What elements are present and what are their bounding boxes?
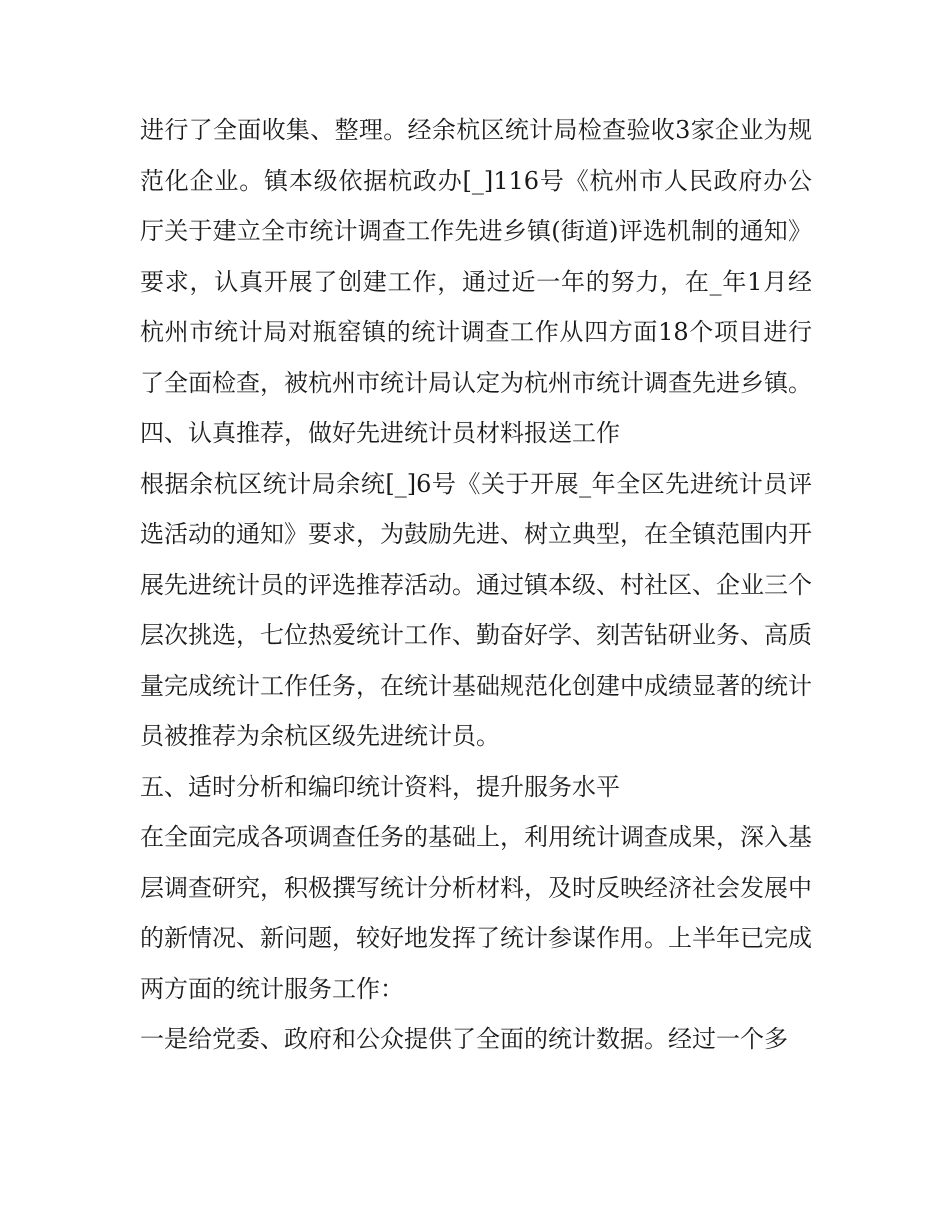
document-body [140,105,812,1065]
paragraph-enterprise-standardization: 进行了全面收集、整理。经余杭区统计局检查验收3家企业为规范化企业。镇本级依据杭政办[_]116号《杭州市人民政府办公厅关于建立全市统计调查工作先进乡镇(街道)评选机制的通知》要求，认真开展了创建工作，通过近一年的努力，在_年1月经杭州市统计局对瓶窑镇的统计调查工作从四方面18个项目进行了全面检查，被杭州市统计局认定为杭州市统计调查先进乡镇。 [140,116,812,397]
section-heading-4: 四、认真推荐，做好先进统计员材料报送工作 [140,419,620,447]
paragraph-statistical-data: 一是给党委、政府和公众提供了全面的统计数据。经过一个多 [140,1025,788,1053]
section-heading-5: 五、适时分析和编印统计资料，提升服务水平 [140,772,620,801]
paragraph-advanced-statisticians: 根据余杭区统计局余统[_]6号《关于开展_年全区先进统计员评选活动的通知》要求，为鼓励先进、树立典型，在全镇范围内开展先进统计员的评选推荐活动。通过镇本级、村社区、企业三个层次挑选，七位热爱统计工作、勤奋好学、刻苦钻研业务、高质量完成统计工作任务，在统计基础规范化创建中成绩显著的统计员被推荐为余杭区级先进统计员。 [140,469,812,750]
paragraph-statistical-analysis: 在全面完成各项调查任务的基础上，利用统计调查成果，深入基层调查研究，积极撰写统计分析材料，及时反映经济社会发展中的新情况、新问题，较好地发挥了统计参谋作用。上半年已完成两方面的统计服务工作： [140,823,812,1003]
